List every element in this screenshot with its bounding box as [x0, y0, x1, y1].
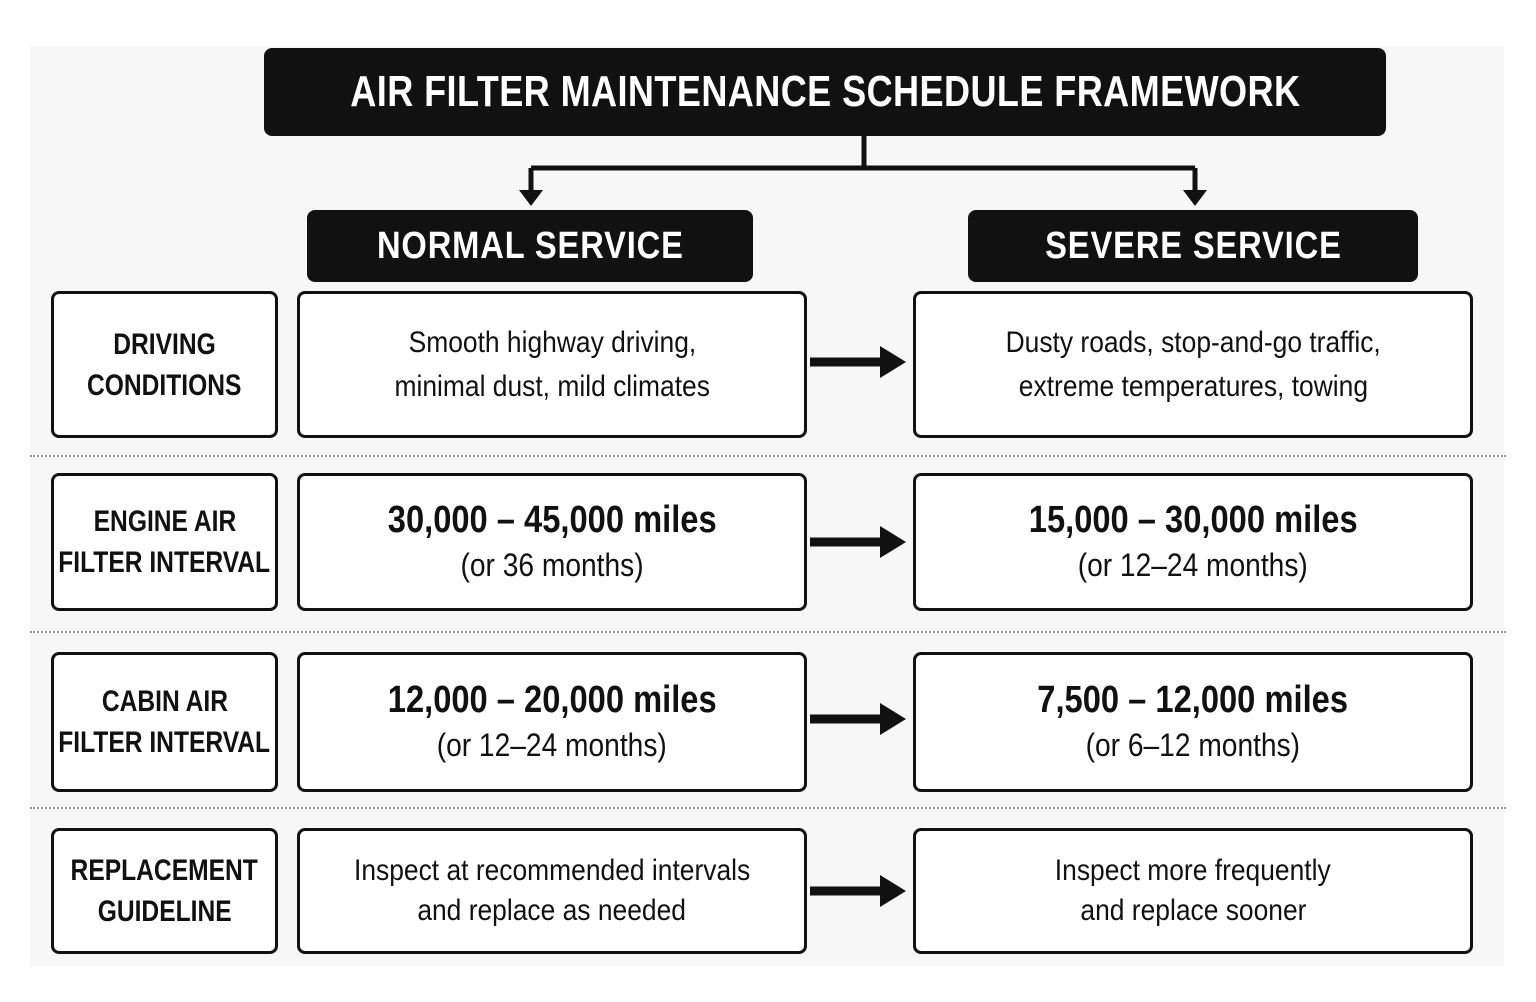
- diagram-title-box: [264, 48, 1386, 136]
- cell-severe-replacement-guideline: [913, 828, 1473, 954]
- row-divider: [30, 455, 1506, 457]
- cell-severe-driving-conditions: [913, 291, 1473, 438]
- cell-text-line: extreme temperatures, towing: [1018, 369, 1368, 403]
- interval-months: (or 12–24 months): [1077, 547, 1309, 583]
- cell-normal-driving-conditions: [297, 291, 807, 438]
- row-label-driving-conditions: [51, 291, 278, 438]
- interval-miles: 15,000 – 30,000 miles: [1028, 499, 1358, 541]
- row-divider: [30, 631, 1506, 633]
- cell-text-line: and replace sooner: [1079, 894, 1307, 927]
- cell-normal-cabin-air-filter: [297, 652, 807, 792]
- cell-normal-engine-air-filter: [297, 473, 807, 611]
- row-label-line: GUIDELINE: [97, 895, 232, 928]
- cell-text-line: Inspect at recommended intervals: [353, 854, 751, 887]
- interval-months: (or 6–12 months): [1085, 727, 1301, 763]
- cell-text-line: Smooth highway driving,: [408, 325, 696, 359]
- column-header-severe: [968, 210, 1418, 282]
- row-label-engine-air-filter: [51, 473, 278, 611]
- cell-severe-cabin-air-filter: [913, 652, 1473, 792]
- row-label-line: CABIN AIR: [101, 685, 228, 718]
- cell-text-line: and replace as needed: [417, 894, 687, 927]
- right-arrow-icon: [808, 871, 908, 911]
- column-header-normal-label: NORMAL SERVICE: [376, 224, 684, 267]
- interval-miles: 30,000 – 45,000 miles: [387, 499, 717, 541]
- interval-miles: 12,000 – 20,000 miles: [387, 679, 717, 721]
- row-label-line: ENGINE AIR: [93, 505, 236, 538]
- row-label-line: FILTER INTERVAL: [58, 726, 271, 759]
- row-label-line: DRIVING: [113, 327, 216, 361]
- cell-text-line: Dusty roads, stop-and-go traffic,: [1005, 325, 1381, 359]
- row-label-replacement-guideline: [51, 828, 278, 954]
- right-arrow-icon: [808, 699, 908, 739]
- cell-text-line: Inspect more frequently: [1055, 854, 1331, 887]
- row-label-line: REPLACEMENT: [70, 854, 259, 887]
- interval-months: (or 36 months): [460, 547, 644, 583]
- right-arrow-icon: [808, 342, 908, 382]
- cell-normal-replacement-guideline: [297, 828, 807, 954]
- row-divider: [30, 807, 1506, 809]
- cell-severe-engine-air-filter: [913, 473, 1473, 611]
- row-label-line: FILTER INTERVAL: [58, 546, 271, 579]
- row-label-cabin-air-filter: [51, 652, 278, 792]
- column-header-severe-label: SEVERE SERVICE: [1044, 224, 1342, 267]
- row-label-line: CONDITIONS: [87, 368, 242, 402]
- diagram-title: AIR FILTER MAINTENANCE SCHEDULE FRAMEWORK: [349, 67, 1301, 116]
- interval-months: (or 12–24 months): [436, 727, 668, 763]
- right-arrow-icon: [808, 522, 908, 562]
- cell-text-line: minimal dust, mild climates: [394, 369, 710, 403]
- column-header-normal: [307, 210, 753, 282]
- interval-miles: 7,500 – 12,000 miles: [1037, 679, 1349, 721]
